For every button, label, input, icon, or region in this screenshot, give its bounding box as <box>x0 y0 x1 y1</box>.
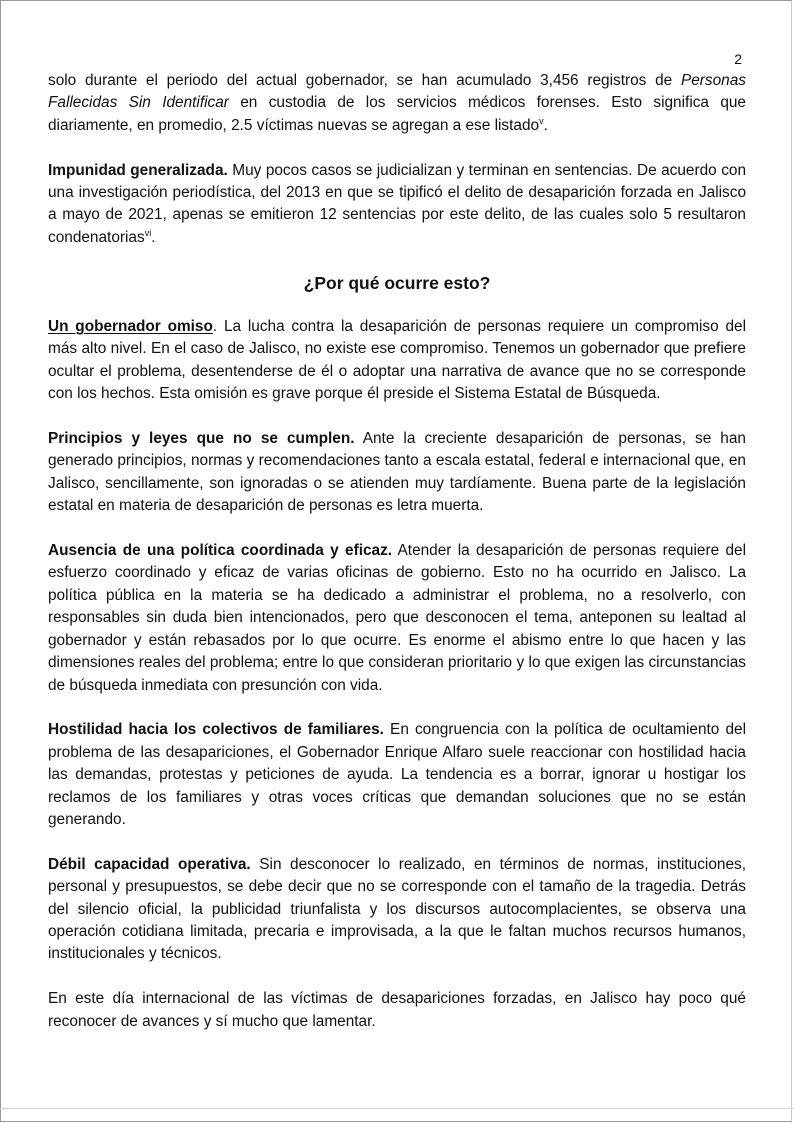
paragraph-text: Sin desconocer lo realizado, en términos de normas, instituciones, personal y presupuestos, se debe decir que no se corresponde con el tamaño de la tragedia. Detrás del silencio oficial, la publicidad triunfalista y los discursos autocomplacientes, se observa una operación cotidiana limitada, precaria e improvisada, a la que le faltan muchos recursos humanos, institucionales y técnicos. <box>48 855 747 963</box>
paragraph-end: . <box>543 116 548 134</box>
paragraph-closing <box>48 988 746 1033</box>
endnote-marker: v <box>539 115 544 126</box>
paragraph-text: solo durante el periodo del actual gobernador, se han acumulado 3,456 registros de <box>48 72 681 89</box>
paragraph-text: En este día internacional de las víctimas de desapariciones forzadas, en Jalisco hay poco qué reconocer de avances y sí mucho que lamentar. <box>48 990 746 1030</box>
paragraph-text: Atender la desaparición de personas requiere del esfuerzo coordinado y eficaz de varias oficinas de gobierno. Esto no ha ocurrido en Jalisco. La política pública en la materia se ha dedicado a administrar el problema, no a resolverlo, con responsables sin duda bien intencionados, pero que desconocen el tema, anteponen su lealtad al gobernador y están rebasados por lo que ocurre. Es enorme el abismo entre lo que hacen y las dimensiones reales del problema; entre lo que consideran prioritario y lo que exigen las circunstancias de búsqueda inmediata con presunción con vida. <box>48 542 746 694</box>
paragraph-lead: Ausencia de una política coordinada y eficaz. <box>48 542 393 560</box>
paragraph-lead: Impunidad generalizada. <box>48 161 228 179</box>
italic-term: Personas Fallecidas Sin Identificar <box>48 72 746 112</box>
paragraph-text: . La lucha contra la desaparición de personas requiere un compromiso del más alto nivel. En el caso de Jalisco, no existe ese compromiso. Tenemos un gobernador que prefiere ocultar el problema, desentenderse de él o adoptar una narrativa de avance que no se corresponde con los hechos. Esta omisión es grave porque él preside el Sistema Estatal de Búsqueda. <box>48 318 747 403</box>
page-number: 2 <box>734 51 742 67</box>
paragraph-laws <box>48 428 746 518</box>
paragraph-text: Ante la creciente desaparición de personas, se han generado principios, normas y recomendaciones tanto a escala estatal, federal e internacional que, en Jalisco, sencillamente, son ignoradas o se atienden muy tardíamente. Buena parte de la legislación estatal en materia de desaparición de personas es letra muerta. <box>48 430 746 515</box>
paragraph-end: . <box>151 228 156 246</box>
paragraph-forensic-records <box>48 70 746 137</box>
endnote-marker: vi <box>144 227 152 238</box>
paragraph-hostility <box>48 719 746 831</box>
paragraph-text: En congruencia con la política de ocultamiento del problema de las desapariciones, el Gobernador Enrique Alfaro suele reaccionar con hostilidad hacia las demandas, protestas y peticiones de ayuda. La tendencia es a borrar, ignorar u hostigar los reclamos de los familiares y otras voces críticas que demandan soluciones que no se están generando. <box>48 721 746 828</box>
paragraph-policy <box>48 540 746 697</box>
paragraph-text: Muy pocos casos se judicializan y terminan en sentencias. De acuerdo con una investigación periodística, del 2013 en que se tipificó el delito de desaparición forzada en Jalisco a mayo de 2021, apenas se emitieron 12 sentencias por este delito, de las cuales solo 5 resultaron condenatorias <box>48 161 747 246</box>
section-heading: ¿Por qué ocurre esto? <box>303 272 491 293</box>
page-bottom-edge <box>0 1108 794 1109</box>
paragraph-lead: Principios y leyes que no se cumplen. <box>48 430 355 448</box>
document-body <box>48 70 746 1033</box>
paragraph-capacity <box>48 854 746 966</box>
paragraph-lead: Débil capacidad operativa. <box>48 855 251 873</box>
paragraph-lead: Un gobernador omiso <box>48 318 213 336</box>
paragraph-lead: Hostilidad hacia los colectivos de familiares. <box>48 721 384 739</box>
paragraph-impunity <box>48 160 746 250</box>
paragraph-text: en custodia de los servicios médicos forenses. Esto significa que diariamente, en promedio, 2.5 víctimas nuevas se agregan a ese listado <box>48 94 746 134</box>
paragraph-governor <box>48 316 746 406</box>
